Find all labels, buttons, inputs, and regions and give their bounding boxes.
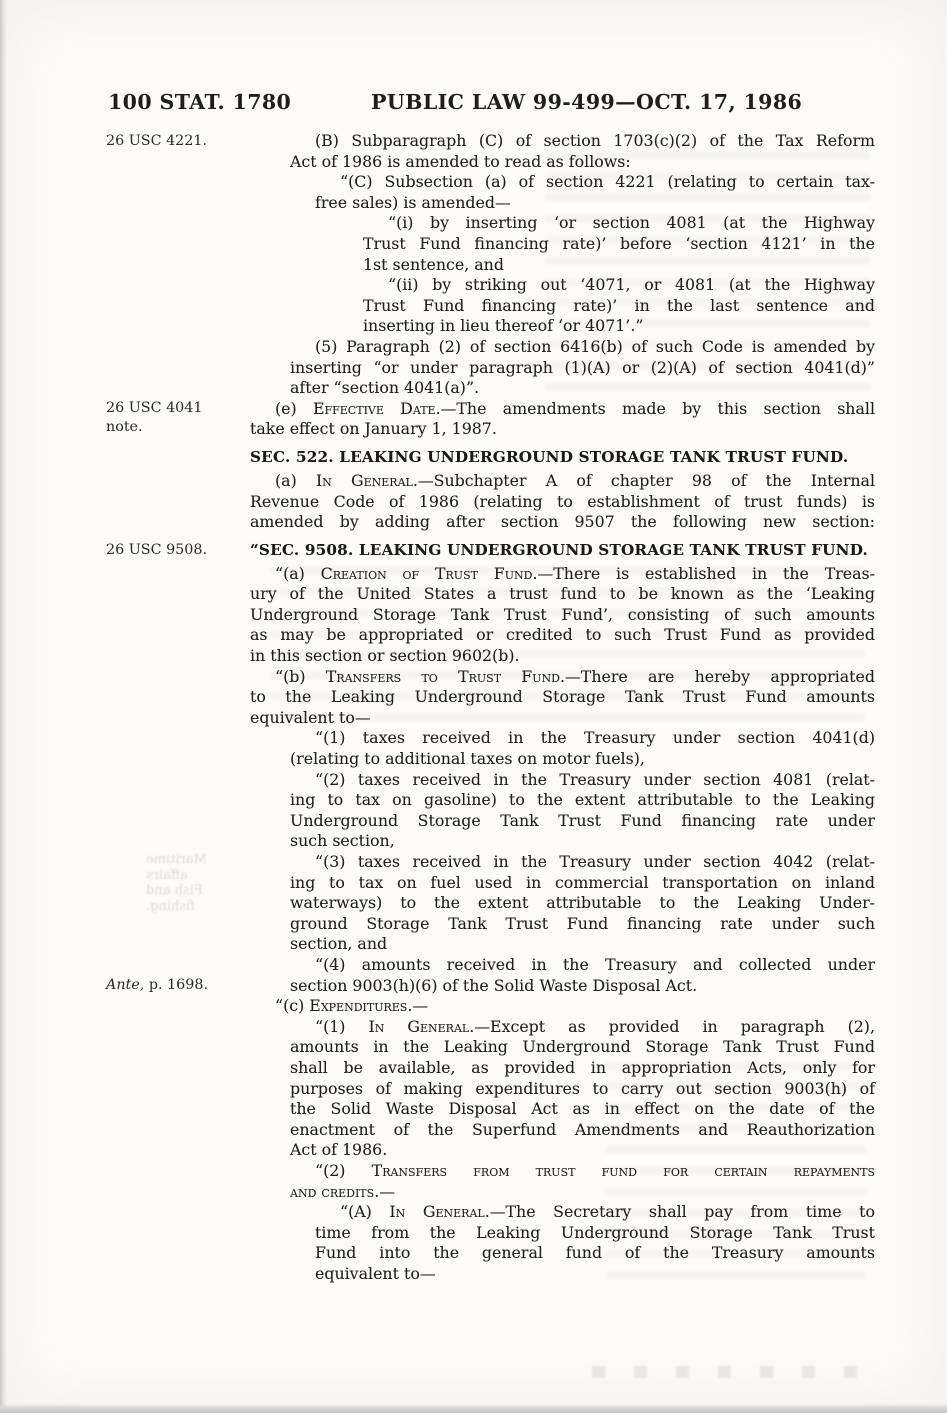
body-line: amended by adding after section 9507 the following new section: bbox=[250, 512, 875, 532]
body-line: Trust Fund financing rate)’ in the last sentence and bbox=[363, 295, 875, 315]
body-line: the Solid Waste Disposal Act as in effect on the date of the bbox=[290, 1099, 875, 1119]
body-line: inserting “or under paragraph (1)(A) or (2)(A) of section 4041(d)” bbox=[290, 357, 875, 377]
body-line: “(2) Transfers from trust fund for certain repayments bbox=[315, 1160, 875, 1180]
body-line: (e) Effective Date.—The amendments made by this section shall bbox=[275, 398, 875, 418]
body-line: take effect on January 1, 1987. bbox=[250, 419, 497, 439]
body-line: Act of 1986 is amended to read as follows: bbox=[290, 151, 631, 171]
body-line: ground Storage Tank Trust Fund financing rate under such bbox=[290, 913, 875, 933]
body-line: Underground Storage Tank Trust Fund financing rate under bbox=[290, 810, 875, 830]
body-line: such section, bbox=[290, 831, 395, 851]
section-heading: “SEC. 9508. LEAKING UNDERGROUND STORAGE TANK TRUST FUND. bbox=[250, 540, 869, 559]
section-heading: SEC. 522. LEAKING UNDERGROUND STORAGE TANK TRUST FUND. bbox=[250, 447, 849, 466]
body-line: after “section 4041(a)”. bbox=[290, 378, 480, 398]
body-line: enactment of the Superfund Amendments and Reauthorization bbox=[290, 1119, 875, 1139]
body-line: amounts in the Leaking Underground Storage Tank Trust Fund bbox=[290, 1037, 875, 1057]
body-line: as may be appropriated or credited to such Trust Fund as provided bbox=[250, 625, 875, 645]
body-line: “(i) by inserting ‘or section 4081 (at the Highway bbox=[388, 213, 875, 233]
body-line: to the Leaking Underground Storage Tank Trust Fund amounts bbox=[250, 687, 875, 707]
body-line: section 9003(h)(6) of the Solid Waste Disposal Act. bbox=[290, 975, 698, 995]
body-line: 1st sentence, and bbox=[363, 254, 504, 274]
scan-smudge bbox=[592, 1366, 880, 1378]
statute-body bbox=[250, 131, 875, 1284]
body-line: time from the Leaking Underground Storage Tank Trust bbox=[315, 1222, 875, 1242]
body-line: shall be available, as provided in appropriation Acts, only for bbox=[290, 1057, 875, 1077]
body-line: section, and bbox=[290, 934, 388, 954]
body-line: free sales) is amended— bbox=[315, 192, 511, 212]
body-line: purposes of making expenditures to carry out section 9003(h) of bbox=[290, 1078, 875, 1098]
body-line: “(4) amounts received in the Treasury and collected under bbox=[315, 954, 875, 974]
body-line: “(C) Subsection (a) of section 4221 (relating to certain tax- bbox=[340, 172, 875, 192]
body-line: Underground Storage Tank Trust Fund’, consisting of such amounts bbox=[250, 604, 875, 624]
body-line: “(A) In General.—The Secretary shall pay from time to bbox=[340, 1202, 875, 1222]
body-line: “(a) Creation of Trust Fund.—There is established in the Treas- bbox=[275, 563, 876, 583]
body-line: “(1) taxes received in the Treasury under section 4041(d) bbox=[315, 728, 875, 748]
bleed-through-ghost-text: Maritime affairs Fish and fishing. bbox=[146, 852, 207, 914]
scan-edge-left bbox=[0, 0, 7, 1413]
margin-note: 26 USC 4041 note. bbox=[106, 400, 203, 435]
body-line: ing to tax on fuel used in commercial transportation on inland bbox=[290, 872, 875, 892]
margin-note: 26 USC 9508. bbox=[106, 542, 207, 558]
body-line: and credits.— bbox=[290, 1181, 396, 1201]
body-line: equivalent to— bbox=[315, 1263, 436, 1283]
body-line: “(c) Expenditures.— bbox=[275, 996, 429, 1016]
body-line: ing to tax on gasoline) to the extent attributable to the Leaking bbox=[290, 790, 875, 810]
body-line: Fund into the general fund of the Treasury amounts bbox=[315, 1243, 875, 1263]
body-line: Trust Fund financing rate)’ before ‘section 4121’ in the bbox=[363, 233, 875, 253]
body-line: “(2) taxes received in the Treasury under section 4081 (relat- bbox=[315, 769, 875, 789]
body-line: (5) Paragraph (2) of section 6416(b) of such Code is amended by bbox=[315, 336, 875, 356]
body-line: “(3) taxes received in the Treasury under section 4042 (relat- bbox=[315, 852, 875, 871]
body-line: “(ii) by striking out ‘4071, or 4081 (at the Highway bbox=[388, 275, 875, 295]
body-line: Act of 1986. bbox=[290, 1140, 388, 1160]
body-line: in this section or section 9602(b). bbox=[250, 646, 520, 666]
margin-note: Ante, p. 1698. bbox=[106, 977, 209, 993]
margin-note: 26 USC 4221. bbox=[106, 133, 207, 149]
body-line: equivalent to— bbox=[250, 707, 371, 727]
body-line: “(b) Transfers to Trust Fund.—There are hereby appropriated bbox=[275, 666, 875, 686]
body-line: ury of the United States a trust fund to be known as the ‘Leaking bbox=[250, 584, 875, 604]
page-stat-number: 100 STAT. 1780 bbox=[108, 90, 292, 114]
body-line: (relating to additional taxes on motor fuels), bbox=[290, 749, 645, 769]
body-line: (B) Subparagraph (C) of section 1703(c)(2) of the Tax Reform bbox=[315, 131, 875, 150]
page-law-title: PUBLIC LAW 99-499—OCT. 17, 1986 bbox=[371, 90, 803, 114]
body-line: (a) In General.—Subchapter A of chapter 98 of the Internal bbox=[275, 470, 876, 490]
body-line: “(1) In General.—Except as provided in paragraph (2), bbox=[315, 1016, 875, 1036]
body-line: inserting in lieu thereof ‘or 4071’.” bbox=[363, 316, 644, 336]
scan-edge-bottom bbox=[0, 1404, 947, 1413]
body-line: waterways) to the extent attributable to the Leaking Under- bbox=[290, 893, 875, 913]
body-line: Revenue Code of 1986 (relating to establishment of trust funds) is bbox=[250, 491, 875, 511]
